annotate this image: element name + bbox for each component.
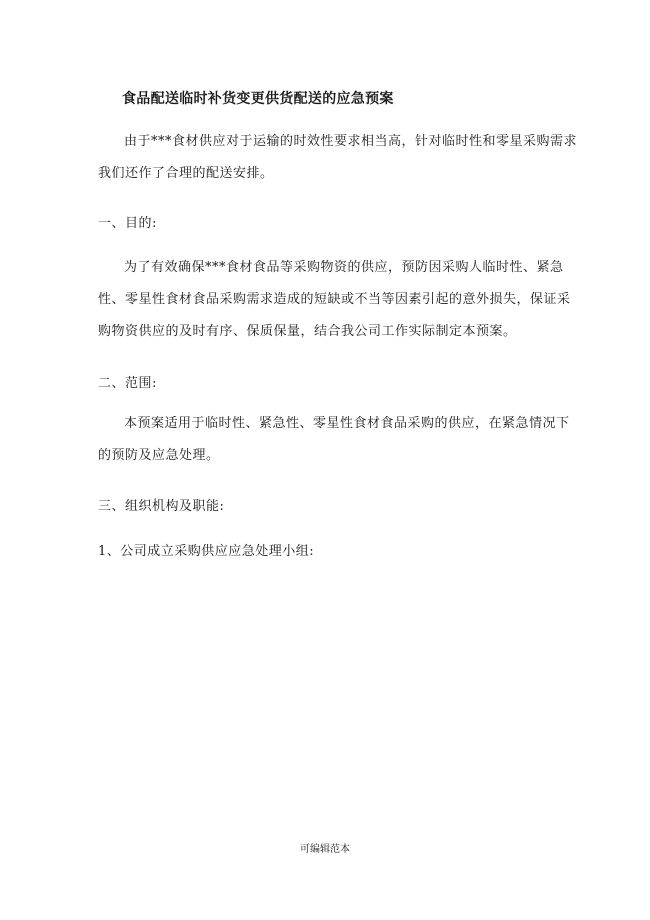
section-2-heading: 二、范围: — [98, 376, 157, 391]
list-item-1: 1、公司成立采购供应应急处理小组: — [98, 544, 315, 559]
section-1-text: 为了有效确保***食材食品等采购物资的供应，预防因采购人临时性、紧急性、零星性食材食品采购需求造成的短缺或不当等因素引起的意外损失，保证采购物资供应的及时有序、保质保量，结合我公司工作实际制定本预案。 — [98, 260, 571, 339]
section-2-paragraph — [98, 408, 578, 472]
intro-paragraph — [98, 126, 578, 190]
intro-text: 由于***食材供应对于运输的时效性要求相当高，针对临时性和零星采购需求我们还作了合理的配送安排。 — [98, 134, 578, 181]
section-1-paragraph — [98, 252, 578, 348]
section-1-heading: 一、目的: — [98, 216, 157, 231]
section-3-heading: 三、组织机构及职能: — [98, 499, 225, 514]
section-2-text: 本预案适用于临时性、紧急性、零星性食材食品采购的供应，在紧急情况下的预防及应急处理。 — [98, 416, 570, 463]
document-title: 食品配送临时补货变更供货配送的应急预案 — [122, 91, 394, 107]
page-footer: 可编辑范本 — [300, 844, 350, 855]
